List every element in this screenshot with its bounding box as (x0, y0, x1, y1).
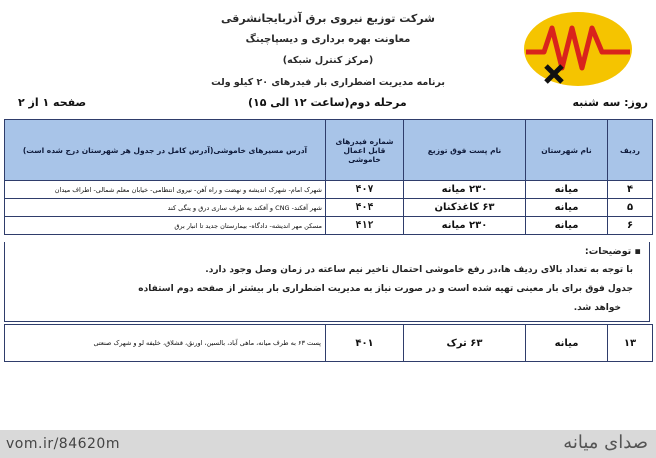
program-title: برنامه مدیریت اضطراری بار فیدرهای ۲۰ کیلو ولت (211, 77, 445, 88)
cell-row-number: ۵ (608, 199, 653, 217)
notes-line: با توجه به تعداد بالای ردیف ها،در رفع خاموشی احتمال تاخیر نیم ساعته در زمان وصل وجود دارد. (205, 265, 633, 275)
cell-feeder: ۴۰۱ (326, 325, 404, 362)
cell-address: شهرک امام- شهرک اندیشه و نهضت و راه آهن- نیروی انتظامی- خیابان معلم شمالی- اطراف میدان (5, 181, 326, 199)
cell-station: ۶۳ ترک (404, 325, 526, 362)
header-feeder: شماره فیدرهای قابل اعمال خاموشی (326, 120, 404, 181)
table-row (5, 217, 653, 235)
cell-row-number: ۴ (608, 181, 653, 199)
cell-station: ۲۳۰ میانه (404, 217, 526, 235)
day-label: روز: سه شنبه (572, 96, 648, 109)
cell-station: ۲۳۰ میانه (404, 181, 526, 199)
header-station: نام پست فوق توزیع (404, 120, 526, 181)
deputy-title: معاونت بهره برداری و دیسپاچینگ (245, 34, 411, 45)
notes-line: خواهد شد. (573, 303, 621, 313)
cell-station: ۶۳ کاغذکنان (404, 199, 526, 217)
notes-line: جدول فوق برای بار معینی تهیه شده است و در صورت نیاز به مدیریت اضطراری بار بیشتر از صفحه دوم استفاده (138, 284, 633, 294)
header-address: آدرس مسیرهای خاموشی(آدرس کامل در جدول هر شهرستان درج شده است) (5, 120, 326, 181)
document-meta (8, 96, 648, 114)
cell-address: شهر آقکند- CNG و آقکند به طرف ساری درق و ینگی کند (5, 199, 326, 217)
header-city: نام شهرستان (526, 120, 608, 181)
company-title: شرکت توزیع نیروی برق آذربایجانشرقی (221, 12, 435, 25)
cell-city: میانه (526, 181, 608, 199)
header-row-number: ردیف (608, 120, 653, 181)
table-row (5, 181, 653, 199)
brand-watermark: صدای میانه (563, 432, 648, 453)
source-url[interactable]: vom.ir/84620m (6, 436, 120, 452)
cell-row-number: ۶ (608, 217, 653, 235)
cell-feeder: ۴۰۷ (326, 181, 404, 199)
stage-label: مرحله دوم(ساعت ۱۲ الی ۱۵) (248, 96, 407, 109)
cell-city: میانه (526, 199, 608, 217)
cell-city: میانه (526, 217, 608, 235)
cell-feeder: ۴۱۲ (326, 217, 404, 235)
notes-box (4, 242, 650, 322)
feeder-table (4, 119, 653, 235)
cell-city: میانه (526, 325, 608, 362)
footer-bar (0, 430, 656, 458)
cell-address: مسکن مهر اندیشه- دادگاه- بیمارستان جدید تا انبار برق (5, 217, 326, 235)
center-title: (مرکز کنترل شبکه) (282, 55, 374, 66)
cell-feeder: ۴۰۴ (326, 199, 404, 217)
cell-address: پست ۶۳ به طرف میانه، ماهی آباد، بالسین، اورنق، قشلاق، خلیفه لو و شهرک صنعتی (5, 325, 326, 362)
table-header-row (5, 120, 653, 181)
continuation-table (4, 324, 653, 362)
table-row (5, 199, 653, 217)
notes-title: ▪ توضیحات: (584, 246, 641, 257)
table-row (5, 325, 653, 362)
cell-row-number: ۱۳ (608, 325, 653, 362)
page-number: صفحه ۱ از ۲ (18, 96, 87, 109)
